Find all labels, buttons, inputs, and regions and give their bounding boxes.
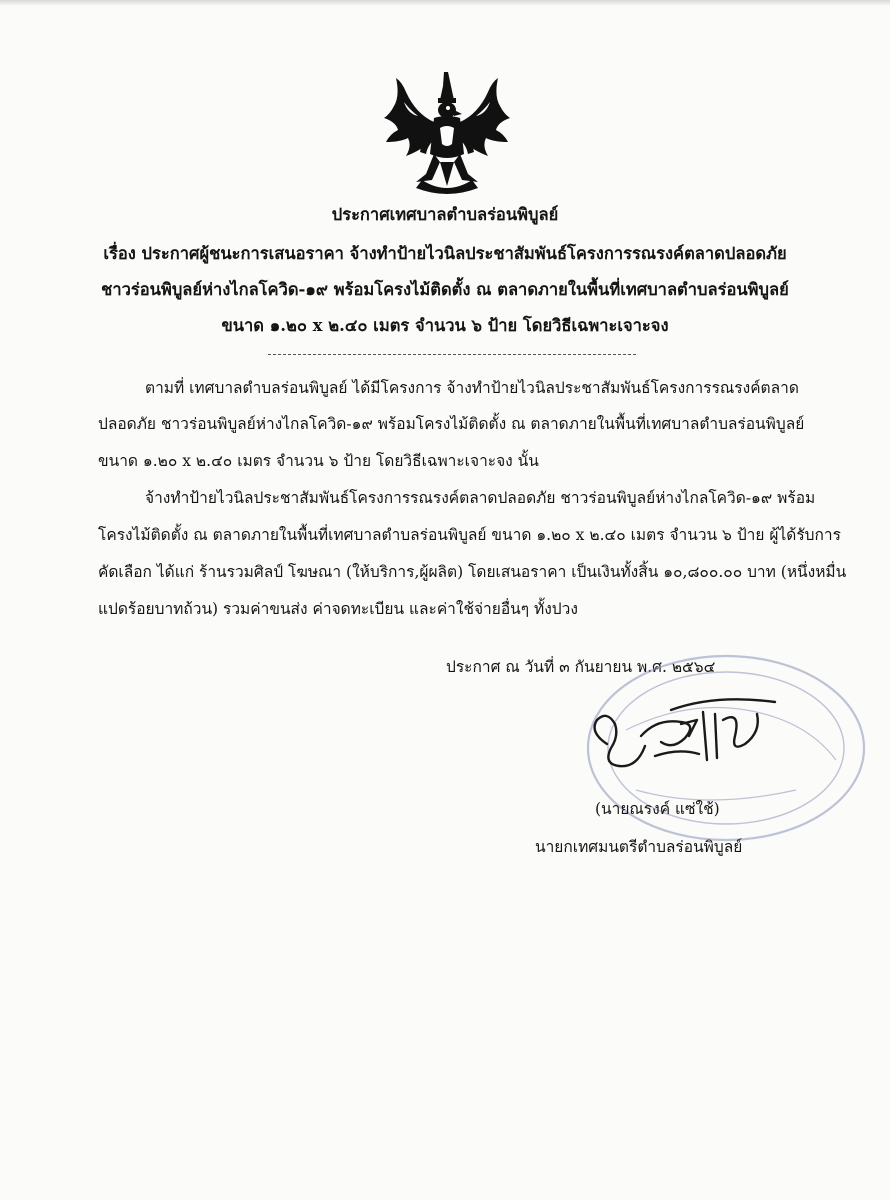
para2-line4: แปดร้อยบาทถ้วน) รวมค่าขนส่ง ค่าจดทะเบียน และค่าใช้จ่ายอื่นๆ ทั้งปวง xyxy=(98,600,578,618)
signer-name: (นายณรงค์ แซ่ใช้) xyxy=(595,800,720,818)
para1-line2: ปลอดภัย ชาวร่อนพิบูลย์ห่างไกลโควิด-๑๙ พร้อมโครงไม้ติดตั้ง ณ ตลาดภายในพื้นที่เทศบาลตำบลร่อนพิบูลย์ xyxy=(98,415,805,433)
para2-line3: คัดเลือก ได้แก่ ร้านรวมศิลป์ โฆษณา (ให้บริการ,ผู้ผลิต) โดยเสนอราคา เป็นเงินทั้งสิ้น ๑๐,๘๐๐.๐๐ บาท (หนึ่งหมื่น xyxy=(98,563,847,581)
para1-line3: ขนาด ๑.๒๐ x ๒.๔๐ เมตร จำนวน ๖ ป้าย โดยวิธีเฉพาะเจาะจง นั้น xyxy=(98,452,539,470)
subject-heading-line2: ชาวร่อนพิบูลย์ห่างไกลโควิด-๑๙ พร้อมโครงไม้ติดตั้ง ณ ตลาดภายในพื้นที่เทศบาลตำบลร่อนพิบูลย์ xyxy=(101,280,789,299)
subject-heading-line3: ขนาด ๑.๒๐ x ๒.๔๐ เมตร จำนวน ๖ ป้าย โดยวิธีเฉพาะเจาะจง xyxy=(221,316,669,335)
issuer-heading: ประกาศเทศบาลตำบลร่อนพิบูลย์ xyxy=(331,205,559,224)
scan-edge xyxy=(0,0,890,6)
divider xyxy=(268,354,636,355)
para2-line2: โครงไม้ติดตั้ง ณ ตลาดภายในพื้นที่เทศบาลตำบลร่อนพิบูลย์ ขนาด ๑.๒๐ x ๒.๔๐ เมตร จำนวน ๖ ป้าย ผู้ได้รับการ xyxy=(98,526,841,544)
signer-title: นายกเทศมนตรีตำบลร่อนพิบูลย์ xyxy=(535,838,743,856)
signature-icon xyxy=(585,684,785,780)
para1-line1: ตามที่ เทศบาลตำบลร่อนพิบูลย์ ได้มีโครงการ จ้างทำป้ายไวนิลประชาสัมพันธ์โครงการรณรงค์ตลาด xyxy=(145,379,799,397)
announcement-date: ประกาศ ณ วันที่ ๓ กันยายน พ.ศ. ๒๕๖๔ xyxy=(446,658,716,676)
garuda-emblem-icon xyxy=(382,70,512,196)
subject-heading-line1: เรื่อง ประกาศผู้ชนะการเสนอราคา จ้างทำป้ายไวนิลประชาสัมพันธ์โครงการรณรงค์ตลาดปลอดภัย xyxy=(103,244,787,263)
para2-line1: จ้างทำป้ายไวนิลประชาสัมพันธ์โครงการรณรงค์ตลาดปลอดภัย ชาวร่อนพิบูลย์ห่างไกลโควิด-๑๙ พร้อม xyxy=(145,489,816,507)
